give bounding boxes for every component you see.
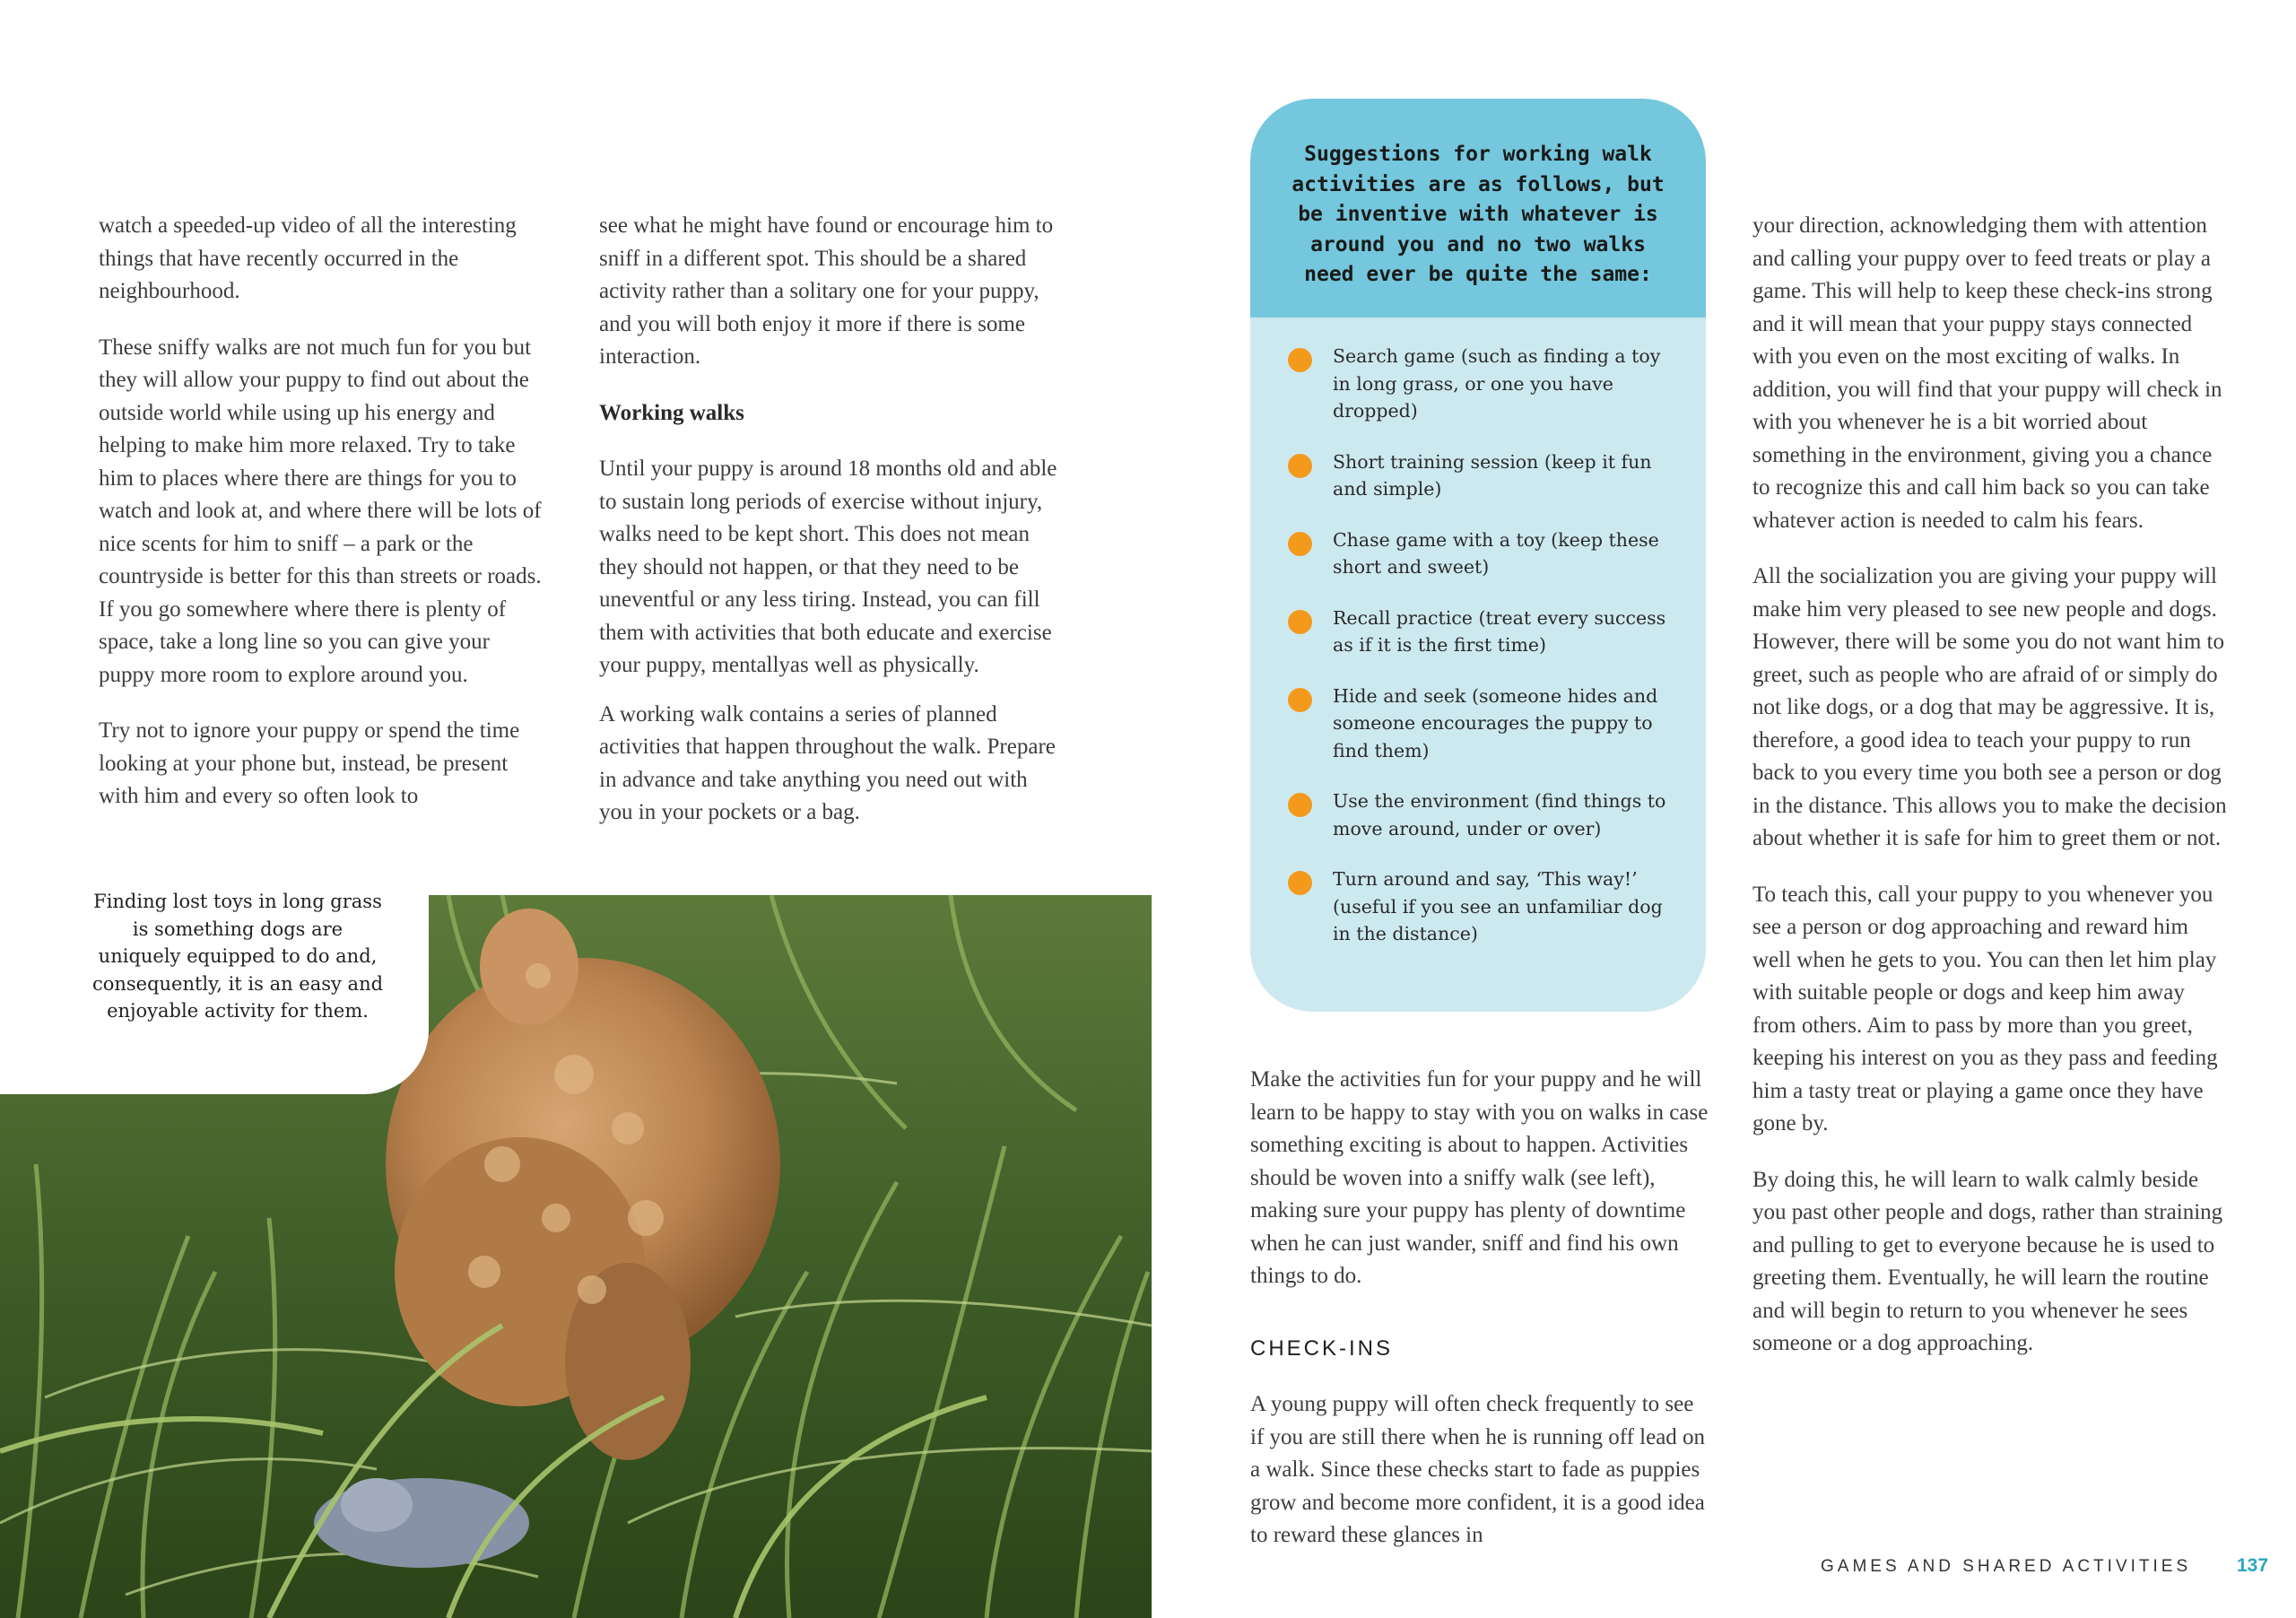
- bullet-icon: [1288, 348, 1312, 372]
- paragraph: A young puppy will often check frequently to see if you are still there when he is running off lead on a walk. Since these checks start to fade as puppies grow and become more confident, it is a good idea to reward these glances in: [1250, 1392, 1706, 1547]
- section-subheading: Working walks: [599, 400, 744, 425]
- running-footer: GAMES AND SHARED ACTIVITIES: [1821, 1557, 2192, 1576]
- paragraph: Make the activities fun for your puppy and he will learn to be happy to stay with you on walks in case something exciting is about to happen. Activities should be woven into a sniffy walk (see left), making sure your puppy has plenty of downtime when he can just wander, sniff and find his own things to do.: [1250, 1067, 1709, 1288]
- page-number: 137: [2237, 1555, 2269, 1576]
- paragraph: All the socialization you are giving your puppy will make him very pleased to see new people and dogs. However, there will be some you do not want him to greet, such as people who are afraid of or simply do not like dogs, or a dog that may be aggressive. It is, therefore, a good idea to teach your puppy to run back to you every time you both see a person or dog in the distance. This allows you to make the decision about whether it is safe for him to greet them or not.: [1752, 564, 2227, 850]
- bullet-icon: [1288, 610, 1312, 634]
- paragraph: watch a speeded-up video of all the interesting things that have recently occurred in the neighbourhood.: [99, 213, 517, 303]
- left-column-2: [599, 210, 1065, 853]
- bullet-icon: [1288, 532, 1312, 556]
- paragraph: see what he might have found or encourage him to sniff in a different spot. This should be a shared activity rather than a solitary one for your puppy, and you will both enjoy it more if there is some interaction.: [599, 213, 1054, 369]
- list-item: Hide and seek (someone hides and someone encourages the puppy to find them): [1288, 683, 1683, 765]
- list-item: Search game (such as finding a toy in long grass, or one you have dropped): [1288, 343, 1683, 425]
- suggestions-list: [1288, 343, 1683, 971]
- bullet-icon: [1288, 688, 1312, 712]
- paragraph: Until your puppy is around 18 months old and able to sustain long periods of exercise without injury, walks need to be kept short. This does not mean they should not happen, or that they need to be uneventful or any less tiring. Instead, you can fill them with activities that both educate and exercise your puppy, mentallyas well as physically.: [599, 457, 1057, 677]
- right-column-2: [1752, 210, 2228, 1384]
- list-item: Turn around and say, ‘This way!’ (useful if you see an unfamiliar dog in the distance): [1288, 866, 1683, 948]
- suggestions-panel-title: Suggestions for working walk activities are as follows, but be inventive with whatever is around you and no two walks need ever be quite the same:: [1292, 143, 1665, 286]
- paragraph: To teach this, call your puppy to you whenever you see a person or dog approaching and reward him well when he gets to you. You can then let him play with suitable people or dogs and keep him away from others. Aim to pass by more than you greet, keeping his interest on you as they pass and feeding him a tasty treat or playing a game once they have gone by.: [1752, 882, 2218, 1135]
- suggestions-panel: [1250, 99, 1706, 1012]
- paragraph: By doing this, he will learn to walk calmly beside you past other people and dogs, rather than straining and pulling to get to everyone because he is used to greeting them. Eventually, he will learn the routine and will begin to return to you whenever he sees someone or a dog approaching.: [1752, 1167, 2223, 1355]
- list-item: Short training session (keep it fun and simple): [1288, 448, 1683, 503]
- bullet-icon: [1288, 793, 1312, 817]
- paragraph: your direction, acknowledging them with attention and calling your puppy over to feed treats or play a game. This will help to keep these check-ins strong and it will mean that your puppy stays connected with you even on the most exciting of walks. In addition, you will find that your puppy will check in with you whenever he is a bit worried about something in the environment, giving you a chance to recognize this and call him back so you can take whatever action is needed to calm his fears.: [1752, 213, 2222, 533]
- bullet-icon: [1288, 454, 1312, 478]
- right-column-1: [1250, 1064, 1709, 1576]
- list-item: Use the environment (find things to move around, under or over): [1288, 787, 1683, 842]
- list-item: Recall practice (treat every success as if it is the first time): [1288, 605, 1683, 659]
- list-item: Chase game with a toy (keep these short and sweet): [1288, 526, 1683, 581]
- photo-caption: Finding lost toys in long grass is something dogs are uniquely equipped to do and, consequently, it is an easy and enjoyable activity for them.: [91, 891, 384, 1022]
- section-heading: CHECK-INS: [1250, 1335, 1394, 1361]
- paragraph: Try not to ignore your puppy or spend the time looking at your phone but, instead, be present with him and every so often look to: [99, 718, 520, 808]
- bullet-icon: [1288, 871, 1312, 895]
- paragraph: A working walk contains a series of planned activities that happen throughout the walk. Prepare in advance and take anything you need out with you in your pockets or a bag.: [599, 701, 1056, 824]
- paragraph: These sniffy walks are not much fun for you but they will allow your puppy to find out about the outside world while using up his energy and helping to make him more relaxed. Try to take him to places where there are things for you to watch and look at, and where there will be lots of nice scents for him to sniff – a park or the countryside is better for this than streets or roads. If you go somewhere where there is plenty of space, take a long line so you can give your puppy more room to explore around you.: [99, 335, 542, 687]
- left-column-1: [99, 210, 547, 837]
